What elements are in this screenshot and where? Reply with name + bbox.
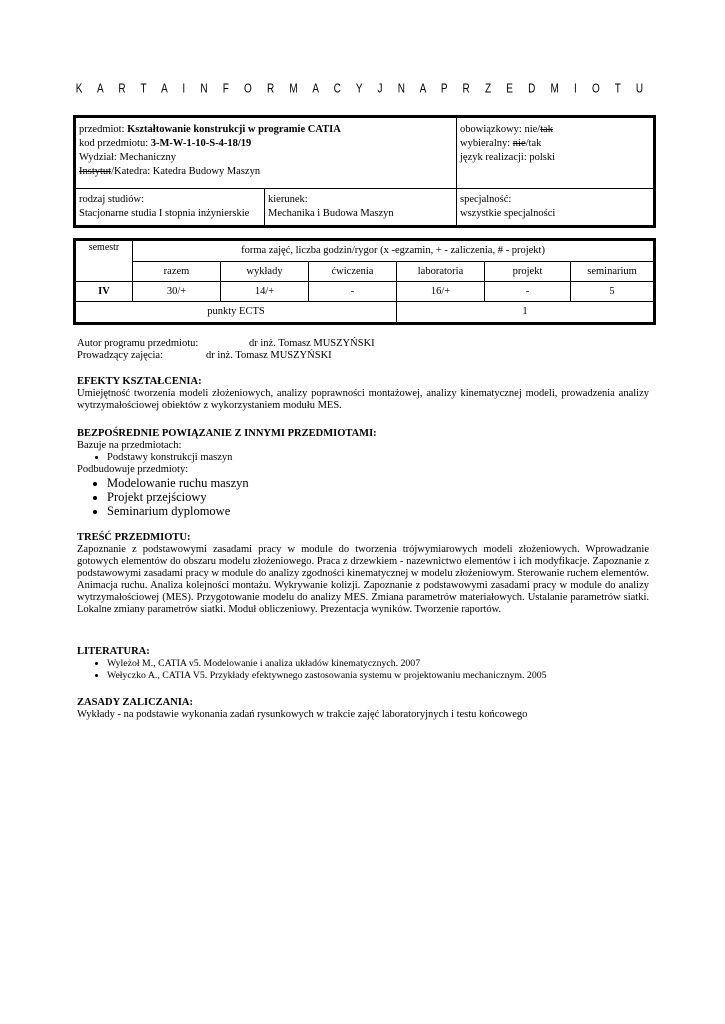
ects-row	[75, 302, 655, 324]
specialization-value: wszystkie specjalności	[460, 208, 556, 219]
list-item: • Projekt przejściowy	[107, 490, 649, 504]
literature-list	[77, 658, 649, 682]
ects-label: punkty ECTS	[75, 302, 397, 324]
builds-on-label: Podbudowuje przedmioty:	[77, 464, 189, 475]
semester-value: IV	[75, 282, 133, 302]
instructor-name: dr inż. Tomasz MUSZYŃSKI	[206, 350, 332, 361]
study-type-value: Stacjonarne studia I stopnia inżynierskie	[79, 208, 250, 219]
form-header: forma zajęć, liczba godzin/rygor (x -egzamin, + - zaliczenia, # - projekt)	[133, 240, 655, 262]
hours-table	[73, 238, 656, 325]
hours-values-row	[75, 282, 655, 302]
field-cell: kierunek: Mechanika i Budowa Maszyn	[265, 189, 457, 227]
subject-code-line: kod przedmiotu: 3-M-W-1-10-S-4-18/19	[79, 138, 252, 149]
faculty-line: Wydział: Mechaniczny	[79, 152, 177, 163]
list-item: • Seminarium dyplomowe	[107, 504, 649, 518]
instructor-line: Prowadzący zajęcia: dr inż. Tomasz MUSZYŃSKI	[77, 350, 332, 361]
hours-cell: -	[485, 282, 571, 302]
section-heading: EFEKTY KSZTAŁCENIA:	[77, 376, 202, 387]
section-heading: ZASADY ZALICZANIA:	[77, 697, 194, 708]
course-content-section	[77, 532, 649, 616]
list-item: • Modelowanie ruchu maszyn	[107, 476, 649, 490]
column-header: seminarium	[571, 262, 655, 282]
study-type-cell: rodzaj studiów: Stacjonarne studia I stopnia inżynierskie	[75, 189, 265, 227]
department-line: Instytut/Katedra: Katedra Budowy Maszyn	[79, 166, 261, 177]
subject-name: Kształtowanie konstrukcji w programie CATIA	[127, 124, 341, 135]
column-header: projekt	[485, 262, 571, 282]
elective-line: wybieralny: nie/tak	[460, 138, 542, 149]
hours-cell: 5	[571, 282, 655, 302]
ects-value: 1	[397, 302, 655, 324]
hours-cell: 30/+	[133, 282, 221, 302]
author-name: dr inż. Tomasz MUSZYŃSKI	[249, 338, 375, 349]
column-header: wykłady	[221, 262, 309, 282]
hours-cell: 14/+	[221, 282, 309, 302]
section-text: Zapoznanie z podstawowymi zasadami pracy w module do tworzenia trójwymiarowych modeli złożeniowych. Wprowadzanie gotowych elementów do obszaru modelu złożeniowego. Praca z drzewkiem - nazewnictwo elementów i ich modyfikacje. Zapoznanie z podstawowymi zasadami pracy w module do analizy zgodności kinematycznej w modelu złożeniowym. Sterowanie ruchem elementów. Animacja ruchu. Analiza kolejności montażu. Wykrywanie kolizji. Zapoznanie z podstawowymi zasadami pracy w module do analizy wytrzymałościowej (MES). Przygotowanie modelu do analizy MES. Zmiana parametrów materiałowych. Ustalanie parametrów siatki. Lokalne zmiany parametrów siatki. Moduł obliczeniowy. Prezentacja wyników. Tworzenie raportów.	[77, 544, 649, 615]
obligatory-line: obowiązkowy: nie/tak	[460, 124, 554, 135]
hours-cell: 16/+	[397, 282, 485, 302]
column-header: ćwiczenia	[309, 262, 397, 282]
section-heading: BEZPOŚREDNIE POWIĄZANIE Z INNYMI PRZEDMIOTAMI:	[77, 428, 377, 439]
section-heading: LITERATURA:	[77, 646, 150, 657]
list-item: • Wełyczko A., CATIA V5. Przykłady efektywnego zastosowania systemu w projektowaniu mechanicznym. 2005	[107, 670, 649, 682]
grading-rules-section	[77, 697, 649, 721]
literature-section	[77, 646, 649, 682]
authors-block	[77, 338, 649, 362]
field-value: Mechanika i Budowa Maszyn	[268, 208, 394, 219]
section-text: Umiejętność tworzenia modeli złożeniowych, analizy poprawności montażowej, analizy kinematycznej modeli, prowadzenia analizy wytrzymałościowej obiektów z wykorzystaniem modułu MES.	[77, 388, 649, 411]
based-on-label: Bazuje na przedmiotach:	[77, 440, 182, 451]
section-heading: TREŚĆ PRZEDMIOTU:	[77, 532, 191, 543]
subject-info-table	[73, 115, 656, 228]
related-subjects-section	[77, 428, 649, 518]
hours-cell: -	[309, 282, 397, 302]
builds-on-list	[77, 476, 649, 518]
subject-flags-cell	[457, 117, 655, 189]
based-on-list	[77, 452, 649, 464]
column-header: razem	[133, 262, 221, 282]
language-line: język realizacji: polski	[460, 152, 556, 163]
learning-outcomes-section	[77, 376, 649, 412]
list-item: • Podstawy konstrukcji maszyn	[107, 452, 649, 464]
specialization-cell: specjalność: wszystkie specjalności	[457, 189, 655, 227]
subject-main-cell	[75, 117, 457, 189]
document-title: K A R T A I N F O R M A C Y J N A P R Z E D M I O T U	[75, 82, 650, 97]
hours-columns-row	[75, 262, 655, 282]
semester-header: semestr	[75, 240, 133, 282]
column-header: laboratoria	[397, 262, 485, 282]
list-item: • Wyleżoł M., CATIA v5. Modelowanie i analiza układów kinematycznych. 2007	[107, 658, 649, 670]
section-text: Wykłady - na podstawie wykonania zadań rysunkowych w trakcie zajęć laboratoryjnych i testu końcowego	[77, 709, 528, 720]
subject-code: 3-M-W-1-10-S-4-18/19	[150, 138, 252, 149]
author-line: Autor programu przedmiotu: dr inż. Tomasz MUSZYŃSKI	[77, 338, 375, 349]
subject-name-line: przedmiot: Kształtowanie konstrukcji w programie CATIA	[79, 124, 341, 135]
